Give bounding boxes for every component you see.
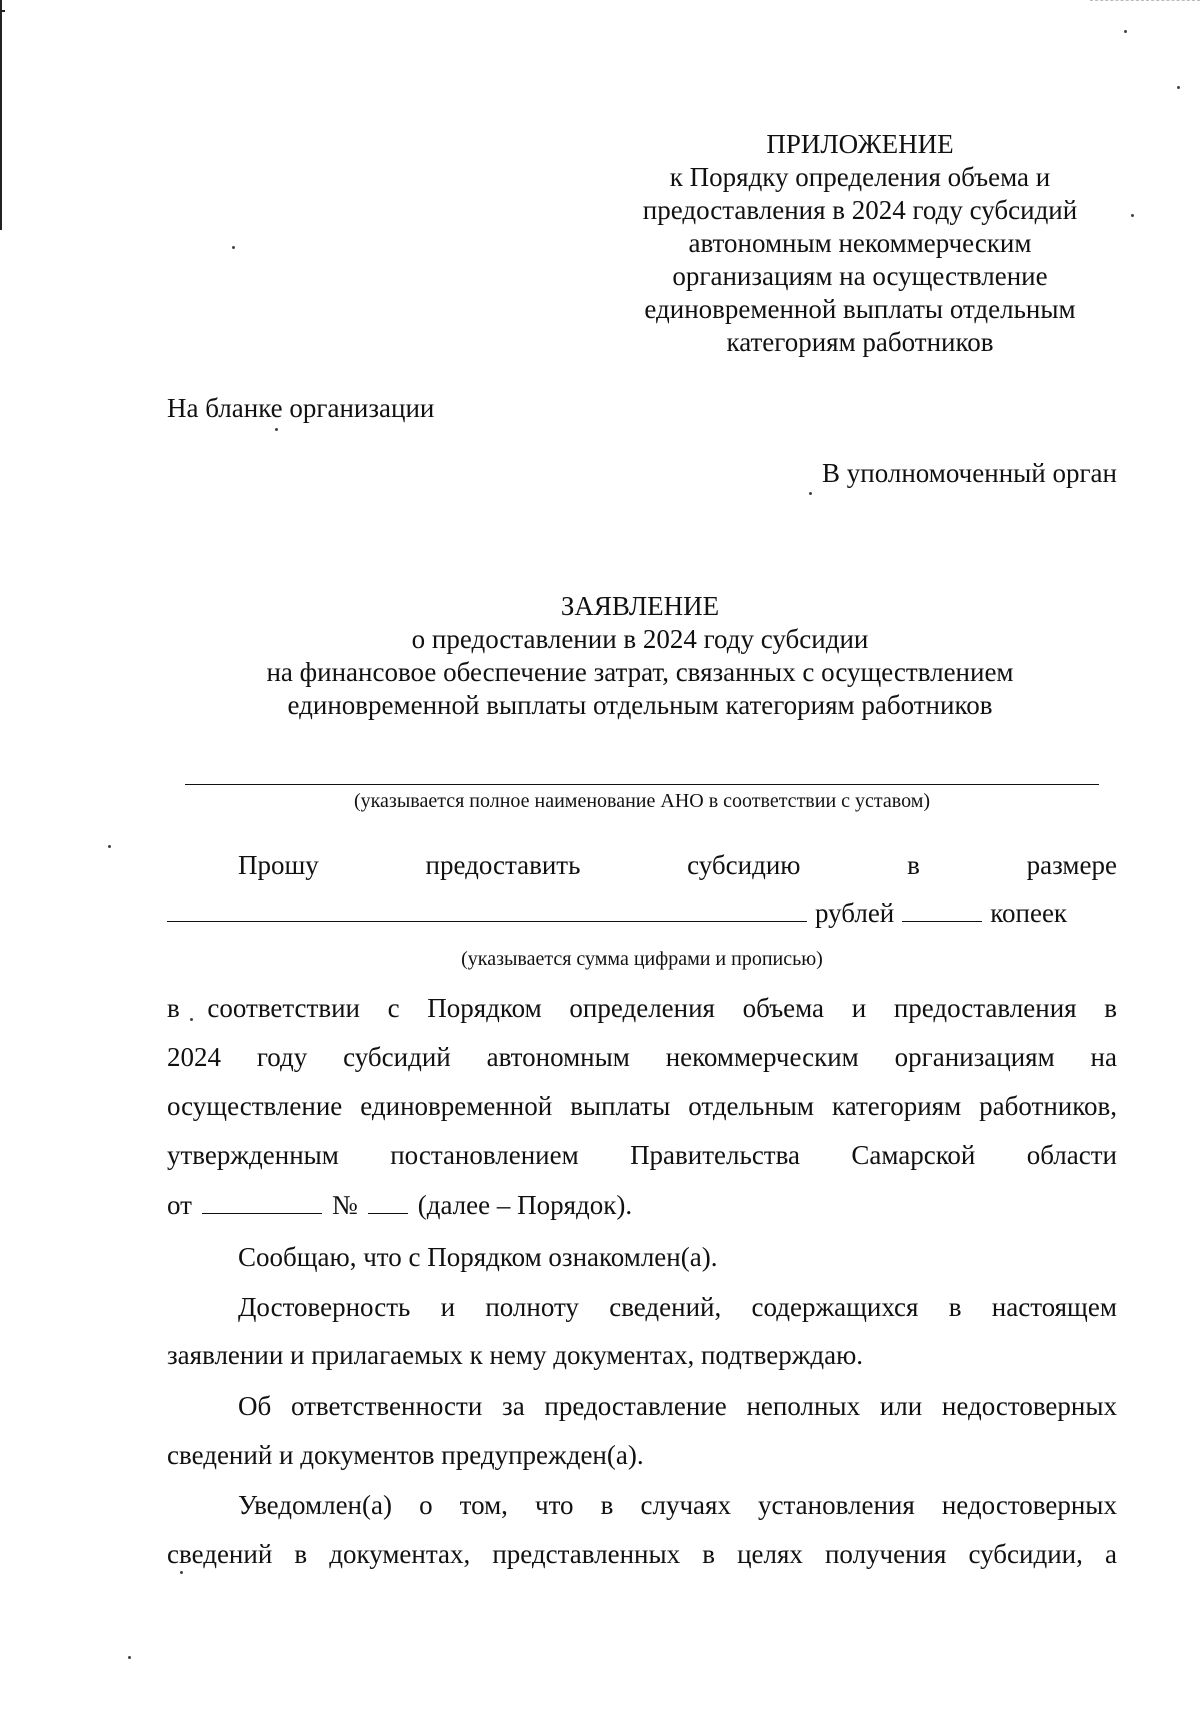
title-line: на финансовое обеспечение затрат, связанных с осуществлением: [266, 657, 1014, 687]
paragraph-responsibility-line: [238, 1391, 1117, 1422]
paragraph-notification-line: [238, 1490, 1117, 1521]
word: осуществление: [167, 1091, 343, 1121]
number-sign: №: [331, 1190, 358, 1220]
word: получения: [824, 1539, 947, 1569]
word: случаях: [640, 1490, 731, 1520]
addressee: В уполномоченный орган: [822, 458, 1117, 488]
title-line: единовременной выплаты отдельным категориям работников: [287, 690, 993, 720]
word: году: [256, 1042, 308, 1072]
word: размере: [1026, 850, 1117, 880]
word: настоящем: [991, 1292, 1117, 1322]
word: предоставить: [425, 850, 581, 880]
word: предоставление: [544, 1391, 727, 1421]
word: представленных: [492, 1539, 681, 1569]
word: неполных: [746, 1391, 861, 1421]
word: документах,: [329, 1539, 471, 1569]
scan-speck: [275, 428, 278, 431]
scan-speck: [128, 1656, 131, 1659]
word: полноту: [485, 1292, 579, 1322]
kopecks-label: копеек: [990, 898, 1068, 928]
organization-name-blank[interactable]: [185, 784, 1099, 785]
letterhead-note: На бланке организации: [167, 393, 435, 423]
date-line-rest: (далее – Порядок).: [417, 1190, 633, 1220]
word: отдельным: [688, 1091, 815, 1121]
word: в: [948, 1292, 962, 1322]
word: что: [535, 1490, 574, 1520]
word: недостоверных: [941, 1490, 1117, 1520]
word: предоставления: [893, 993, 1077, 1023]
word: в: [907, 850, 920, 880]
word: недостоверных: [941, 1391, 1117, 1421]
word: определения: [569, 993, 715, 1023]
word: сведений,: [609, 1292, 722, 1322]
word: в: [1104, 993, 1117, 1023]
word: соответствии: [207, 993, 360, 1023]
appendix-line: категориям работников: [726, 327, 994, 357]
body-line: [167, 993, 1117, 1024]
word: Достоверность: [238, 1292, 411, 1322]
amount-caption: (указывается сумма цифрами и прописью): [461, 948, 823, 970]
word: организациям: [894, 1042, 1055, 1072]
word: Самарской: [851, 1140, 976, 1170]
appendix-line: предоставления в 2024 году субсидий: [642, 195, 1078, 225]
paragraph-reliability-line: [238, 1292, 1117, 1323]
appendix-block: [600, 128, 1120, 359]
word: Порядком: [427, 993, 542, 1023]
paragraph-text: заявлении и прилагаемых к нему документах, подтверждаю.: [167, 1340, 864, 1370]
word: субсидий: [343, 1042, 451, 1072]
appendix-line: к Порядку определения объема и: [669, 162, 1051, 192]
paragraph-text: Сообщаю, что с Порядком ознакомлен(а).: [238, 1242, 718, 1272]
amount-line: [167, 898, 1117, 929]
scan-speck: [232, 246, 235, 249]
word: некоммерческим: [665, 1042, 859, 1072]
appendix-line: единовременной выплаты отдельным: [644, 294, 1076, 324]
paragraph-notification-line: [167, 1539, 1117, 1570]
word: установления: [758, 1490, 915, 1520]
word: области: [1026, 1140, 1117, 1170]
scan-speck: [190, 1018, 193, 1021]
word: ответственности: [290, 1391, 483, 1421]
appendix-line: автономным некоммерческим: [688, 228, 1032, 258]
resolution-number-blank[interactable]: [368, 1212, 408, 1214]
word: Прошу: [238, 850, 319, 880]
word: Правительства: [630, 1140, 800, 1170]
scan-corner-mark: [1090, 0, 1200, 3]
word: за: [502, 1391, 525, 1421]
appendix-heading: ПРИЛОЖЕНИЕ: [766, 129, 954, 159]
word: Уведомлен(а): [238, 1490, 392, 1520]
scan-speck: [1177, 86, 1180, 89]
organization-name-caption: (указывается полное наименование АНО в соответствии с уставом): [353, 790, 931, 812]
scan-speck: [1124, 30, 1127, 33]
word: в: [167, 993, 180, 1023]
title-line: о предоставлении в 2024 году субсидии: [411, 624, 869, 654]
word: в: [294, 1539, 308, 1569]
body-line: [167, 1042, 1117, 1073]
rubles-label: рублей: [815, 898, 895, 928]
word: содержащихся: [751, 1292, 919, 1322]
word: а: [1104, 1539, 1117, 1569]
from-label: от: [167, 1190, 192, 1220]
word: объема: [742, 993, 825, 1023]
date-number-line: [167, 1190, 1117, 1221]
word: субсидию: [687, 850, 801, 880]
scan-speck: [180, 1571, 183, 1574]
word: и: [440, 1292, 456, 1322]
scan-speck: [108, 845, 111, 848]
word: на: [1090, 1042, 1117, 1072]
document-title: ЗАЯВЛЕНИЕ: [560, 591, 720, 621]
resolution-date-blank[interactable]: [202, 1212, 322, 1214]
paragraph-responsibility-line: [167, 1440, 1117, 1471]
word: в: [600, 1490, 614, 1520]
title-block: [160, 590, 1120, 722]
word: и: [851, 993, 867, 1023]
word: субсидии,: [968, 1539, 1083, 1569]
word: целях: [737, 1539, 803, 1569]
word: 2024: [167, 1042, 221, 1072]
paragraph-text: сведений и документов предупрежден(а).: [167, 1440, 644, 1470]
word: том,: [459, 1490, 508, 1520]
word: выплаты: [570, 1091, 671, 1121]
word: или: [879, 1391, 923, 1421]
word: с: [387, 993, 400, 1023]
amount-kopecks-blank[interactable]: [902, 920, 982, 922]
word: утвержденным: [167, 1140, 339, 1170]
word: автономным: [486, 1042, 630, 1072]
word: в: [702, 1539, 715, 1569]
scan-speck: [1131, 214, 1134, 217]
paragraph-reliability-line: [167, 1340, 1117, 1371]
word: постановлением: [390, 1140, 579, 1170]
body-line: [167, 1140, 1117, 1171]
word: Об: [238, 1391, 272, 1421]
word: работников,: [979, 1091, 1117, 1121]
scan-speck: [809, 492, 812, 495]
scan-edge-tick: [0, 10, 5, 12]
scan-edge-mark: [0, 0, 2, 230]
word: о: [419, 1490, 433, 1520]
word: сведений: [167, 1539, 273, 1569]
body-line: [167, 1091, 1117, 1122]
appendix-line: организациям на осуществление: [672, 261, 1048, 291]
word: категориям: [832, 1091, 962, 1121]
word: единовременной: [360, 1091, 553, 1121]
request-line: [238, 850, 1117, 881]
amount-rubles-blank[interactable]: [167, 920, 807, 922]
paragraph-acknowledged: [238, 1242, 1117, 1273]
